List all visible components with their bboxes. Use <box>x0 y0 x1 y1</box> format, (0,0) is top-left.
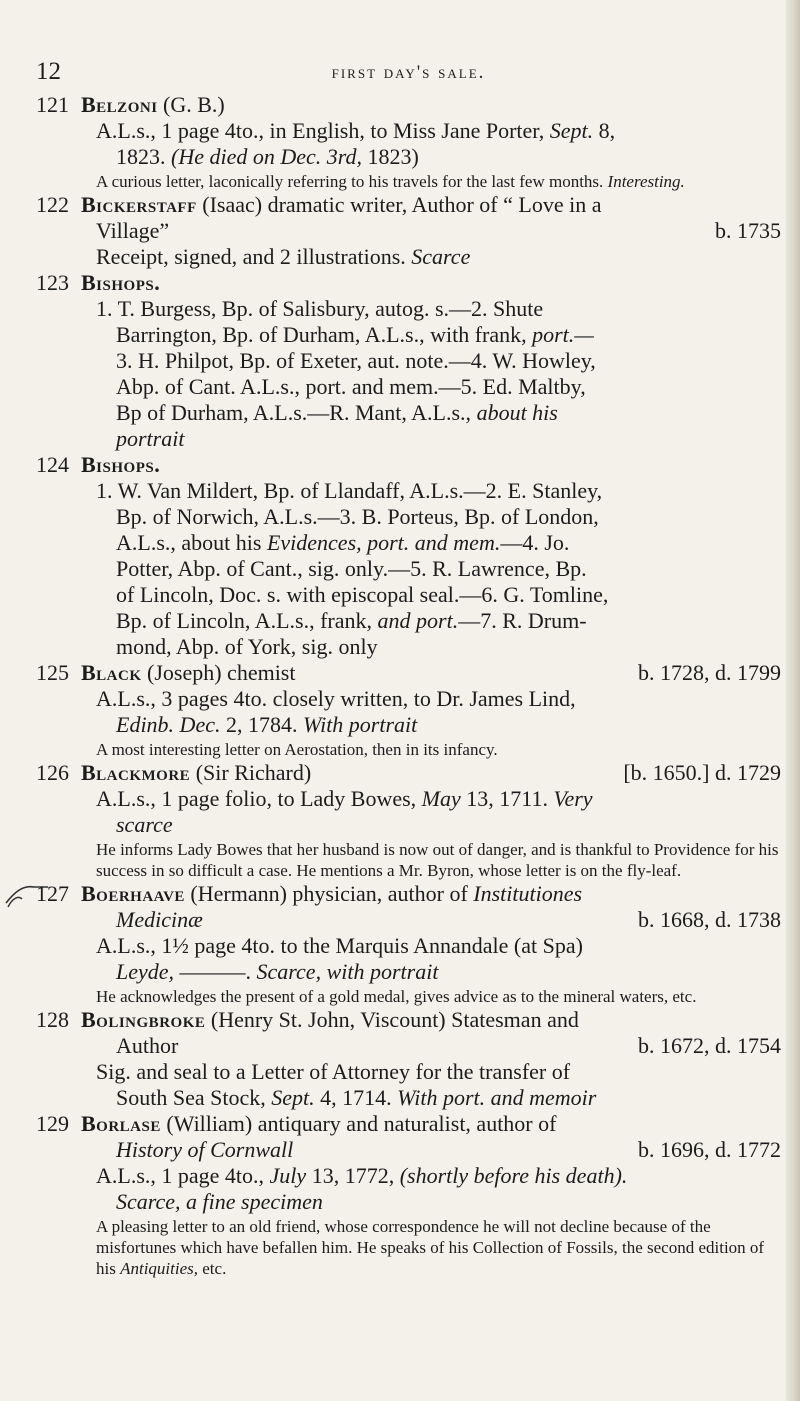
lot-127: 127 Boerhaave (Hermann) physician, author of Institutiones Medicinæ b. 1668, d. 1738 A.L.s., 1½ page 4to. to the Marquis Annandale (at Spa) Leyde, ———. Scarce, with portrait He acknowledges the present of a gold medal, gives advice as to the mineral waters, etc. <box>36 881 781 1007</box>
lot-desc: 3. H. Philpot, Bp. of Exeter, aut. note.—4. W. Howley, <box>116 348 596 373</box>
lot-desc: A.L.s., 3 pages 4to. closely written, to Dr. James Lind, <box>96 686 576 711</box>
lot-desc: portrait <box>116 426 185 451</box>
lot-number: 124 <box>36 452 69 477</box>
lot-desc: Edinb. Dec. 2, 1784. With portrait <box>116 712 418 737</box>
page-edge <box>786 0 800 1401</box>
lot-name: Bolingbroke <box>81 1007 206 1032</box>
lot-123 <box>36 270 781 452</box>
lot-ident: (Joseph) chemist <box>147 660 296 685</box>
lot-name: Bishops. <box>81 270 161 295</box>
lot-desc: 1823. (He died on Dec. 3rd, 1823) <box>116 144 419 169</box>
lot-desc: A.L.s., about his Evidences, port. and mem.—4. Jo. <box>116 530 570 555</box>
lot-dates: [b. 1650.] d. 1729 <box>623 760 781 785</box>
lot-ident: (Henry St. John, Viscount) Statesman and <box>210 1007 579 1032</box>
lot-note: A curious letter, laconically referring to his travels for the last few months. Interesting. <box>96 172 685 191</box>
lot-number: 122 <box>36 192 69 217</box>
lot-number: 127 <box>36 881 69 906</box>
lot-desc: mond, Abp. of York, sig. only <box>116 634 378 659</box>
lot-ident: (Sir Richard) <box>195 760 312 785</box>
lot-name: Boerhaave <box>81 881 185 906</box>
lot-note: He acknowledges the present of a gold medal, gives advice as to the mineral waters, etc. <box>96 987 697 1006</box>
lot-desc: History of Cornwall b. 1696, d. 1772 <box>116 1137 781 1162</box>
lot-desc: South Sea Stock, Sept. 4, 1714. With port. and memoir <box>116 1085 597 1110</box>
lot-ident: (Isaac) dramatic writer, Author of “ Love in a <box>202 192 602 217</box>
lot-ident: (Hermann) physician, author of <box>190 881 468 906</box>
lot-128 <box>36 1007 781 1111</box>
lot-121 <box>36 92 781 192</box>
lot-note: He informs Lady Bowes that her husband is now out of danger, and is thankful to Providence for his success in so difficult a case. He mentions a Mr. Byron, whose letter is on the fly-leaf. <box>96 840 779 880</box>
lot-dates: b. 1735 <box>715 218 781 243</box>
lot-desc: Sig. and seal to a Letter of Attorney for the transfer of <box>96 1059 571 1084</box>
lot-name: Bickerstaff <box>81 192 197 217</box>
catalogue-page <box>36 0 781 1401</box>
lot-number: 129 <box>36 1111 69 1136</box>
lot-desc: Bp of Durham, A.L.s.—R. Mant, A.L.s., about his <box>116 400 558 425</box>
lot-number: 121 <box>36 92 69 117</box>
running-title: first day's sale. <box>331 62 486 83</box>
lot-ident: (William) antiquary and naturalist, author of <box>166 1111 557 1136</box>
lot-desc: 1. W. Van Mildert, Bp. of Llandaff, A.L.s.—2. E. Stanley, <box>96 478 603 503</box>
lot-dates: b. 1668, d. 1738 <box>638 907 781 932</box>
lot-desc: A.L.s., 1 page 4to., July 13, 1772, (shortly before his death). <box>96 1163 628 1188</box>
lot-desc: Bp. of Norwich, A.L.s.—3. B. Porteus, Bp. of London, <box>116 504 599 529</box>
lot-desc: of Lincoln, Doc. s. with episcopal seal.—6. G. Tomline, <box>116 582 609 607</box>
lot-124 <box>36 452 781 660</box>
lot-number: 123 <box>36 270 69 295</box>
lot-desc: Bp. of Lincoln, A.L.s., frank, and port.—7. R. Drum- <box>116 608 587 633</box>
lot-129 <box>36 1111 781 1279</box>
lot-125 <box>36 660 781 760</box>
lot-note: A pleasing letter to an old friend, whose correspondence he will not decline because of the misfortunes which have befallen him. He speaks of his Collection of Fossils, the second edition of his Antiquities, etc. <box>96 1217 765 1278</box>
lot-desc: Author b. 1672, d. 1754 <box>116 1033 781 1058</box>
lot-number: 128 <box>36 1007 69 1032</box>
lot-desc: Scarce, a fine specimen <box>116 1189 323 1214</box>
lot-number: 125 <box>36 660 69 685</box>
lot-desc: Receipt, signed, and 2 illustrations. Scarce <box>96 244 471 269</box>
lot-126 <box>36 760 781 881</box>
lot-desc: Medicinæ b. 1668, d. 1738 <box>116 907 781 932</box>
lot-desc: Leyde, ———. Scarce, with portrait <box>116 959 439 984</box>
lot-desc: A.L.s., 1 page 4to., in English, to Miss Jane Porter, Sept. 8, <box>96 118 616 143</box>
lot-name: Blackmore <box>81 760 191 785</box>
lot-name: Belzoni <box>81 92 158 117</box>
lot-dates: b. 1696, d. 1772 <box>638 1137 781 1162</box>
lot-name: Bishops. <box>81 452 161 477</box>
lot-desc: A.L.s., 1½ page 4to. to the Marquis Annandale (at Spa) <box>96 933 583 958</box>
page-number: 12 <box>36 58 61 85</box>
lot-desc: A.L.s., 1 page folio, to Lady Bowes, May 13, 1711. Very <box>96 786 593 811</box>
lot-name: Black <box>81 660 142 685</box>
lot-ident: (G. B.) <box>163 92 225 117</box>
lot-desc: 1. T. Burgess, Bp. of Salisbury, autog. s.—2. Shute <box>96 296 544 321</box>
lot-dates: b. 1728, d. 1799 <box>638 660 781 685</box>
lot-number: 126 <box>36 760 69 785</box>
lot-name: Borlase <box>81 1111 161 1136</box>
lot-122 <box>36 192 781 270</box>
lot-desc: Barrington, Bp. of Durham, A.L.s., with frank, port.— <box>116 322 594 347</box>
lot-dates: b. 1672, d. 1754 <box>638 1033 781 1058</box>
lot-desc: Abp. of Cant. A.L.s., port. and mem.—5. Ed. Maltby, <box>116 374 586 399</box>
lot-desc: scarce <box>116 812 173 837</box>
lot-note: A most interesting letter on Aerostation, then in its infancy. <box>96 740 498 759</box>
lot-desc: Village” b. 1735 <box>96 218 781 243</box>
lot-desc: Potter, Abp. of Cant., sig. only.—5. R. Lawrence, Bp. <box>116 556 587 581</box>
